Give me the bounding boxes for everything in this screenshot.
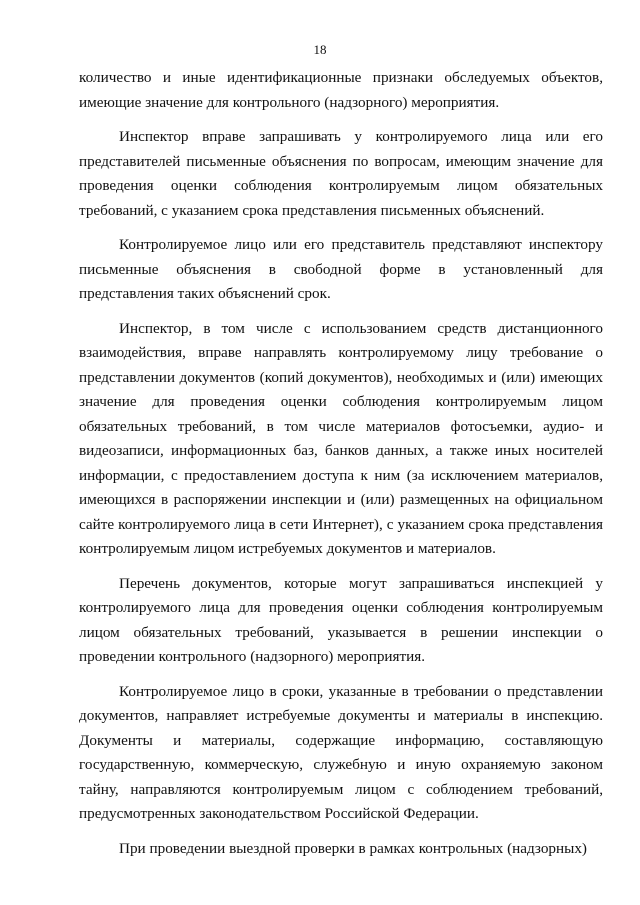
paragraph-onsite-inspection: При проведении выездной проверки в рамках контрольных (надзорных) <box>119 839 587 857</box>
paragraph-documents-list: Перечень документов, которые могут запрашиваться инспекцией у контролируемого лица для проведения оценки соблюдения контролируемым лицом обязательных требований, указывается в решении инспекции о проведении контрольного (надзорного) мероприятия. <box>79 574 603 665</box>
paragraph-documents-request: Инспектор, в том числе с использованием средств дистанционного взаимодействия, вправе направлять контролируемому лицу требование о представлении документов (копий документов), необходимых и (или) имеющих значение для проведения оценки соблюдения контролируемым лицом обязательных требований, в том числе материалов фотосъемки, аудио- и видеозаписи, информационных баз, банков данных, а также иных носителей информации, с предоставлением доступа к ним (за исключением материалов, имеющихся в распоряжении инспекции и (или) размещенных на официальном сайте контролируемого лица в сети Интернет), с указанием срока представления контролируемым лицом истребуемых документов и материалов. <box>79 319 603 557</box>
page-number: 18 <box>313 42 327 57</box>
paragraph-documents-submission: Контролируемое лицо в сроки, указанные в требовании о представлении документов, направляет истребуемые документы и материалы в инспекцию. Документы и материалы, содержащие информацию, составляющую государственную, коммерческую, служебную и иную охраняемую законом тайну, направляются контролируемым лицом с соблюдением требований, предусмотренных законодательством Российской Федерации. <box>79 682 603 822</box>
paragraph-explanations-form: Контролируемое лицо или его представитель представляют инспектору письменные объяснения в свободной форме в установленный для представления таких объяснений срок. <box>79 236 603 302</box>
document-body <box>79 66 603 861</box>
paragraph-written-explanations-request: Инспектор вправе запрашивать у контролируемого лица или его представителей письменные объяснения по вопросам, имеющим значение для проведения оценки соблюдения контролируемым лицом обязательных требований, с указанием срока представления письменных объяснений. <box>79 128 603 219</box>
paragraph-continuation: количество и иные идентификационные признаки обследуемых объектов, имеющие значение для контрольного (надзорного) мероприятия. <box>79 69 603 111</box>
